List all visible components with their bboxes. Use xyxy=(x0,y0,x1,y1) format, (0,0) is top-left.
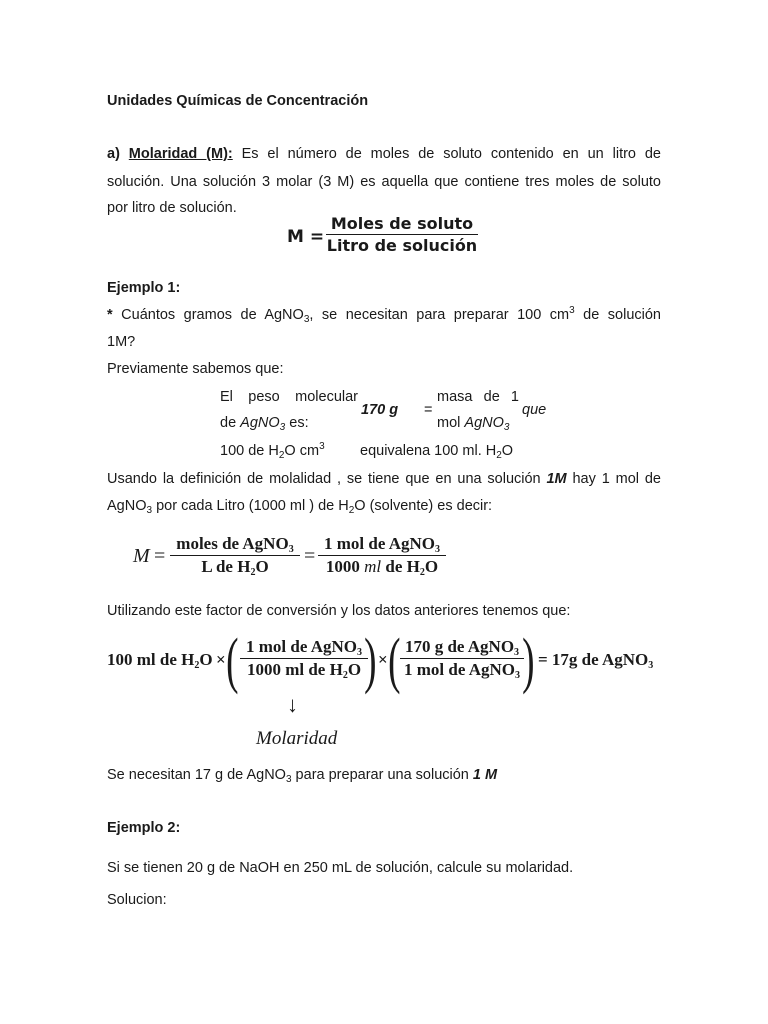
question-text: Cuántos gramos de AgNO xyxy=(121,307,304,323)
peso-molecular-l2 xyxy=(220,415,309,431)
text: mol xyxy=(437,415,465,431)
formula-1-numerator: Moles de soluto xyxy=(330,214,474,233)
formula-3-lead xyxy=(107,650,213,670)
molaridad-definition-line-2: solución. Una solución 3 molar (3 M) es aquella que contiene tres moles de soluto xyxy=(107,174,661,190)
text: 1 mol de AgNO xyxy=(246,637,357,656)
subscript: 2 xyxy=(278,450,285,461)
usando-line-2 xyxy=(107,498,492,514)
formula-3-fraction-b xyxy=(400,637,524,680)
section-label: a) xyxy=(107,146,120,162)
text: Se necesitan 17 g de AgNO xyxy=(107,767,286,783)
text: AgNO xyxy=(464,415,504,431)
subscript: 3 xyxy=(288,544,294,555)
formula-1-fraction xyxy=(326,214,478,255)
question-text: de solución xyxy=(574,307,661,323)
subscript: 2 xyxy=(250,567,256,578)
utilizando-text: Utilizando este factor de conversión y los datos anteriores tenemos que: xyxy=(107,603,571,619)
subscript: 3 xyxy=(503,422,510,433)
subscript: 2 xyxy=(342,670,348,681)
numerator xyxy=(170,534,300,554)
text: hay 1 mol de xyxy=(566,471,661,487)
text: de H xyxy=(381,557,420,576)
ejemplo-1-heading: Ejemplo 1: xyxy=(107,280,181,296)
text: para preparar una solución xyxy=(291,767,473,783)
subscript: 3 xyxy=(279,422,286,433)
left-paren: ( xyxy=(388,627,401,695)
superscript: 3 xyxy=(319,441,325,452)
right-paren: ) xyxy=(522,627,535,695)
text: = 17g de AgNO xyxy=(538,650,649,669)
subscript: 2 xyxy=(194,660,200,671)
text: Usando la definición de molalidad , se tiene que en una solución xyxy=(107,471,547,487)
text: 1000 ml de H xyxy=(246,660,343,679)
que-text: que xyxy=(522,402,547,418)
down-arrow-icon: ↓ xyxy=(287,692,298,717)
text: 100 ml de H xyxy=(107,650,195,669)
numerator xyxy=(400,637,524,657)
text: ml xyxy=(364,557,382,576)
molaridad-term: Molaridad (M): xyxy=(128,146,233,162)
text: O xyxy=(199,650,213,669)
bullet: * xyxy=(107,307,113,323)
usando-line-1 xyxy=(107,471,661,487)
text: 1 mol de AgNO xyxy=(324,534,435,553)
superscript: 3 xyxy=(569,305,575,316)
page-title: Unidades Químicas de Concentración xyxy=(107,93,369,109)
question-text: , se necesitan para preparar 100 cm xyxy=(309,307,570,323)
subscript: 3 xyxy=(303,314,310,325)
text: O xyxy=(424,557,439,576)
h2o-equivalence-b xyxy=(360,443,513,459)
text: O xyxy=(347,660,362,679)
text: 100 de H xyxy=(220,443,279,459)
text: por cada Litro (1000 ml ) de H xyxy=(152,498,349,514)
formula-2-fraction-2 xyxy=(318,534,446,577)
fraction-bar xyxy=(240,658,368,659)
masa-mol-l1: masa de 1 xyxy=(437,389,519,405)
subscript: 3 xyxy=(285,774,292,785)
ejemplo-1-question-line-2: 1M? xyxy=(107,334,136,350)
molaridad-label: Molaridad xyxy=(256,728,338,749)
text: L de H xyxy=(201,557,251,576)
denominator xyxy=(318,557,446,577)
formula-3-fraction-a xyxy=(240,637,368,680)
text: AgNO xyxy=(240,415,280,431)
times-sign-2: × xyxy=(378,650,388,669)
left-paren: ( xyxy=(226,627,239,695)
numerator xyxy=(240,637,368,657)
text: equivalen xyxy=(360,443,423,459)
text: AgNO xyxy=(107,498,147,514)
masa-mol-l2 xyxy=(437,415,509,431)
formula-2-fraction-1 xyxy=(170,534,300,577)
text: 1 mol de AgNO xyxy=(404,660,515,679)
formula-1-lhs: M = xyxy=(287,227,325,247)
fraction-bar xyxy=(318,555,446,556)
previamente-text: Previamente sabemos que: xyxy=(107,361,284,377)
text: 1 M xyxy=(472,767,498,783)
times-sign-1: × xyxy=(216,650,226,669)
denominator xyxy=(400,660,524,680)
text: 1M xyxy=(546,471,567,487)
denominator xyxy=(170,557,300,577)
text: a 100 ml. H xyxy=(422,443,497,459)
text: de xyxy=(220,415,241,431)
molaridad-definition-line-1 xyxy=(107,146,661,162)
denominator xyxy=(240,660,368,680)
fraction-bar xyxy=(170,555,300,556)
subscript: 2 xyxy=(496,450,502,461)
fraction-bar xyxy=(326,234,478,235)
text: O xyxy=(255,557,269,576)
subscript: 3 xyxy=(648,660,654,671)
subscript: 3 xyxy=(356,647,362,658)
subscript: 3 xyxy=(514,647,520,658)
equals-sign: = xyxy=(424,402,433,418)
definition-text-1: Es el número de moles de soluto contenido en un litro de xyxy=(241,146,662,162)
text: 1000 xyxy=(325,557,365,576)
formula-3-result xyxy=(538,650,653,670)
solucion-label: Solucion: xyxy=(107,892,167,908)
text: moles de AgNO xyxy=(176,534,289,553)
subscript: 2 xyxy=(348,505,355,516)
formula-1-denominator: Litro de solución xyxy=(326,236,478,255)
formula-2-eq2: = xyxy=(304,545,316,567)
text: O (solvente) es decir: xyxy=(354,498,493,514)
molaridad-definition-line-3: por litro de solución. xyxy=(107,200,237,216)
molecular-weight-value: 170 g xyxy=(361,402,399,418)
subscript: 3 xyxy=(146,505,153,516)
ejemplo-2-heading: Ejemplo 2: xyxy=(107,820,181,836)
fraction-bar xyxy=(400,658,524,659)
subscript: 3 xyxy=(434,544,440,555)
text: O cm xyxy=(284,443,320,459)
formula-2-eq1: = xyxy=(154,545,166,567)
peso-molecular-l1: El peso molecular xyxy=(220,389,358,405)
right-paren: ) xyxy=(364,627,377,695)
text: es: xyxy=(285,415,309,431)
conclusion-text xyxy=(107,767,497,783)
text: O xyxy=(501,443,514,459)
ejemplo-1-question-line-1 xyxy=(107,307,661,323)
subscript: 2 xyxy=(419,567,425,578)
numerator xyxy=(318,534,446,554)
h2o-equivalence-a xyxy=(220,443,325,459)
subscript: 3 xyxy=(514,670,520,681)
formula-2-lhs: M xyxy=(133,545,150,567)
text: 170 g de AgNO xyxy=(404,637,515,656)
ejemplo-2-text: Si se tienen 20 g de NaOH en 250 mL de solución, calcule su molaridad. xyxy=(107,860,574,876)
